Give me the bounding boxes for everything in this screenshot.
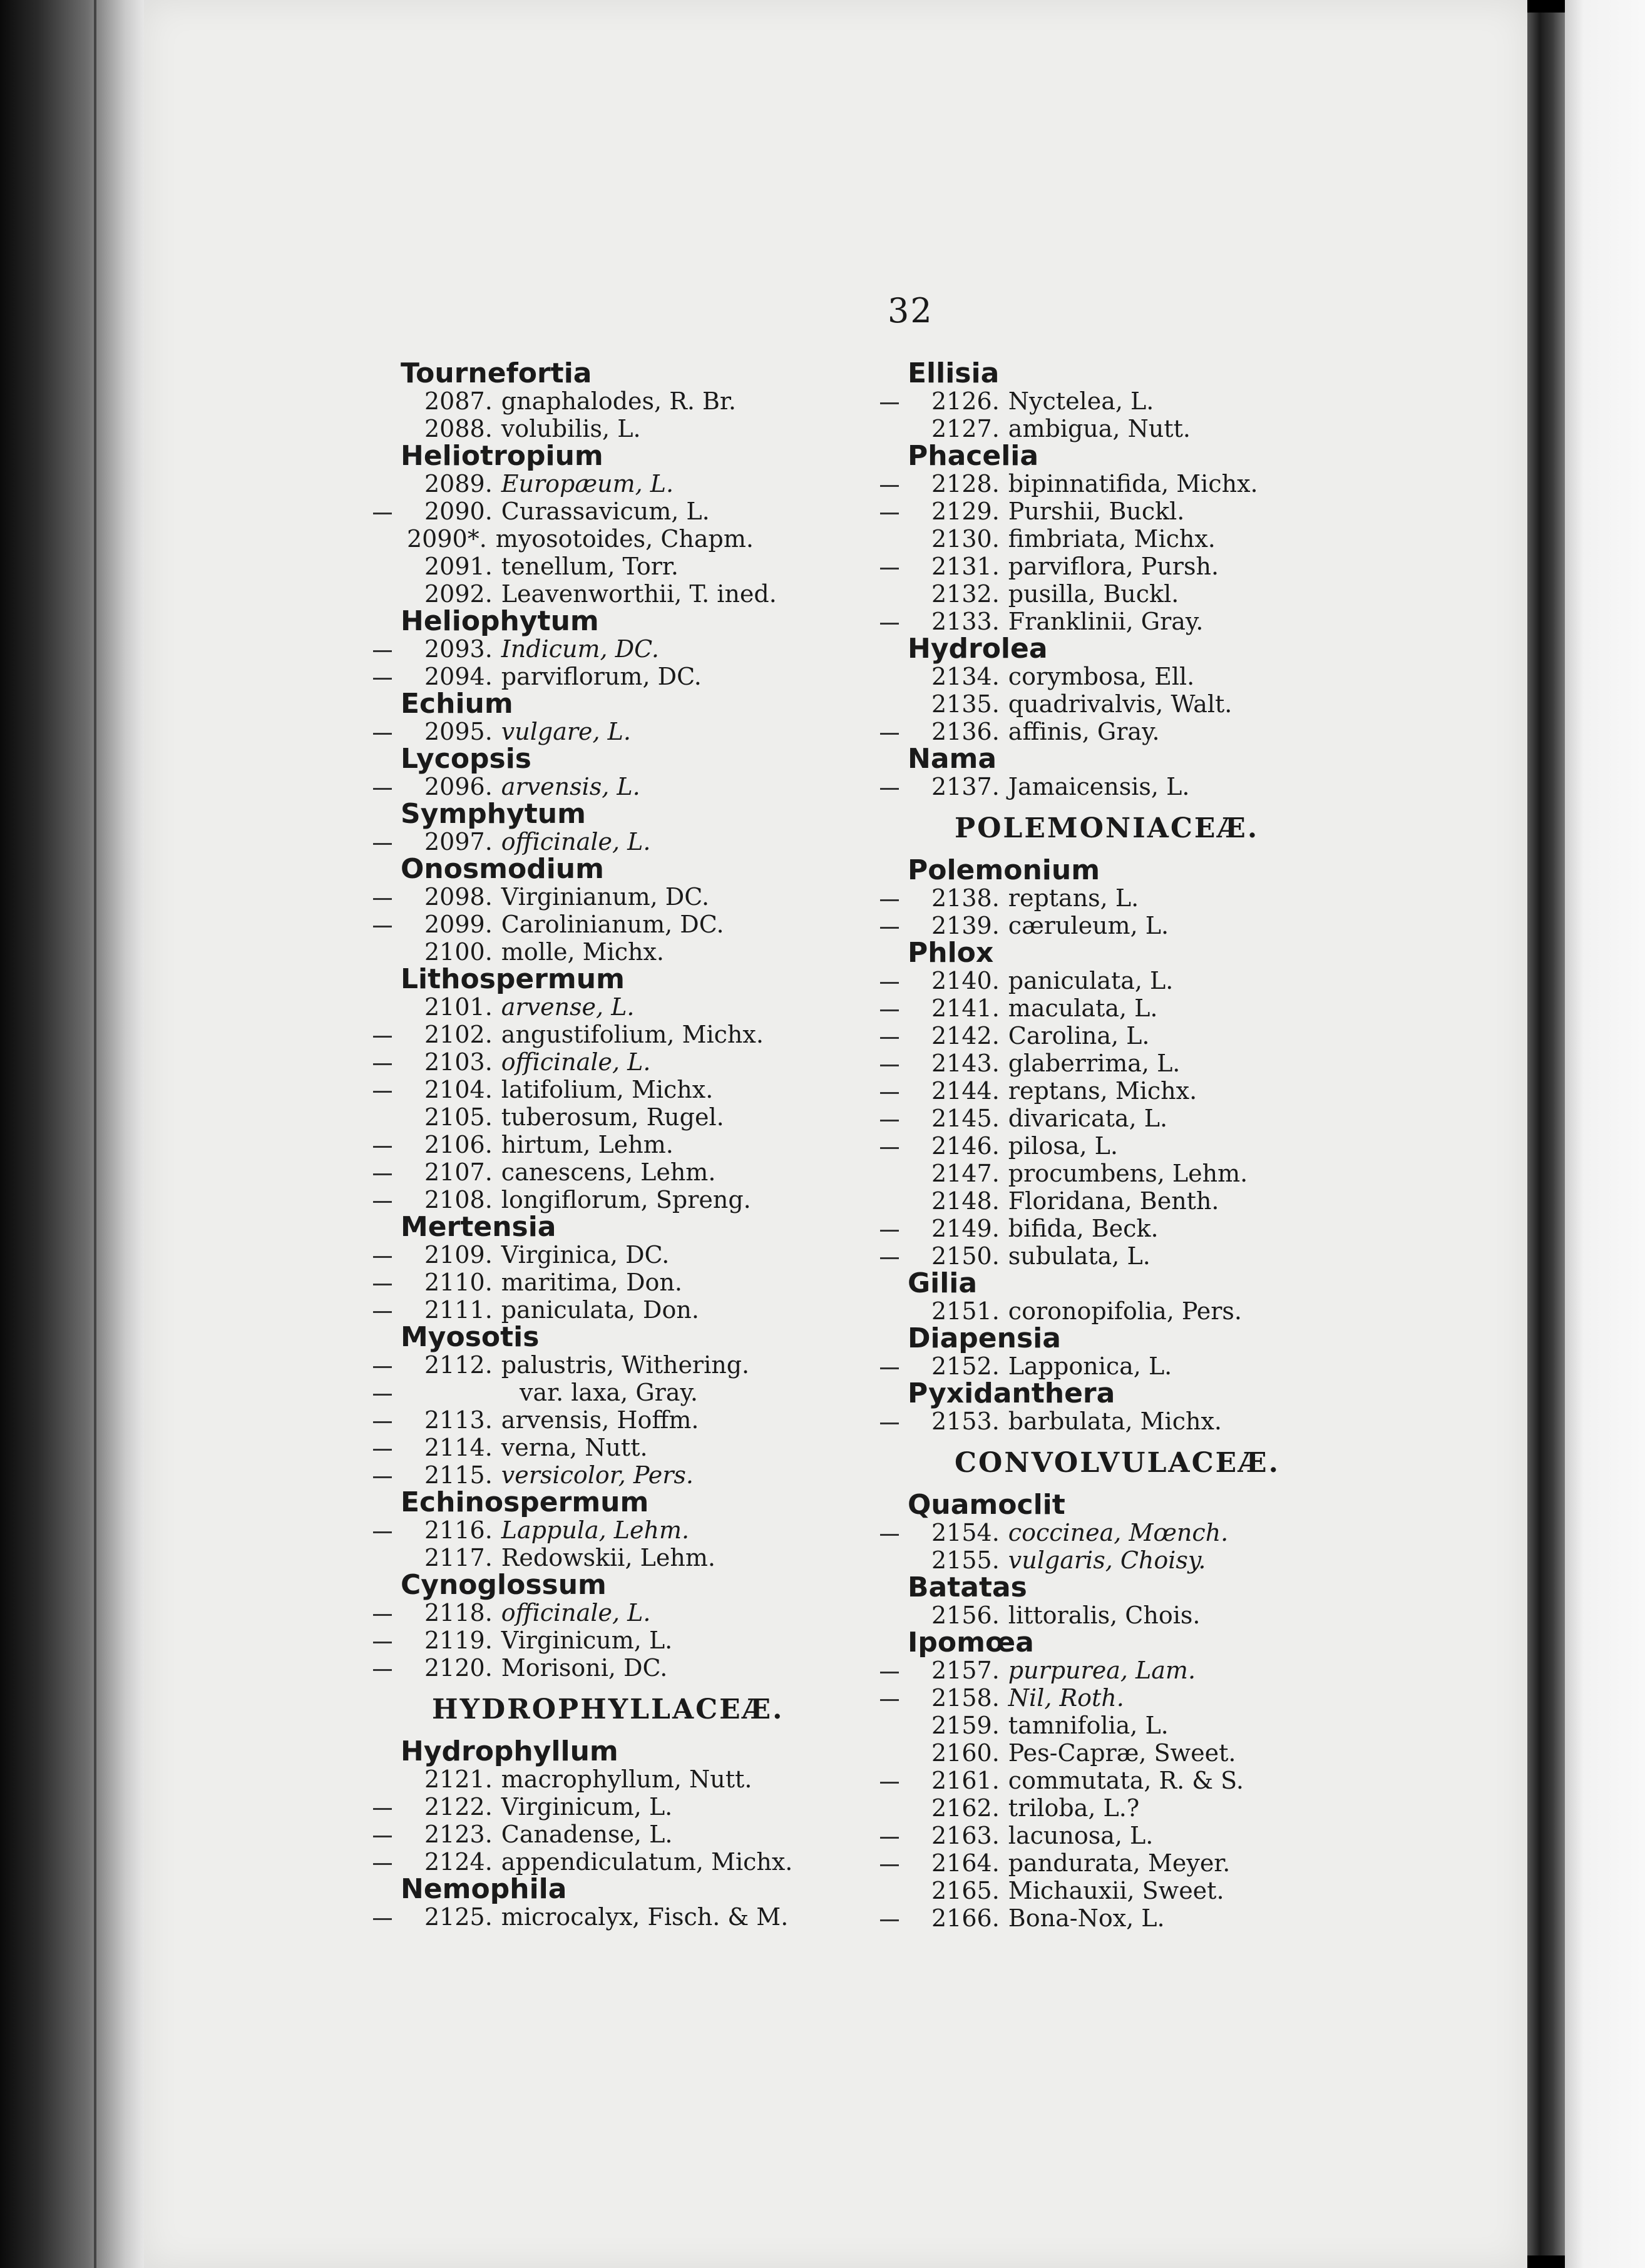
genus-heading: Tournefortia <box>401 357 592 389</box>
species-name: maculata, L. <box>1008 994 1158 1022</box>
species-number: 2123. <box>424 1821 493 1848</box>
species-number: 2138. <box>931 884 1000 912</box>
species-number: 2149. <box>931 1215 1000 1242</box>
species-name: Lapponica, L. <box>1008 1352 1172 1380</box>
species-entry <box>401 1048 876 1076</box>
species-number: 2122. <box>424 1793 493 1821</box>
species-number: 2094. <box>424 663 493 690</box>
species-name: Europæum, L. <box>501 470 674 498</box>
species-name: volubilis, L. <box>501 415 641 442</box>
species-entry <box>908 663 1390 690</box>
species-name: Virginianum, DC. <box>501 883 710 911</box>
species-number: 2121. <box>424 1765 493 1793</box>
species-name: subulata, L. <box>1008 1242 1150 1270</box>
species-number: 2101. <box>424 993 493 1021</box>
species-number: 2111. <box>424 1296 493 1324</box>
species-number: 2108. <box>424 1186 493 1213</box>
species-entry <box>401 498 876 525</box>
species-number: 2132. <box>931 580 1000 608</box>
species-number: 2117. <box>424 1544 493 1571</box>
species-entry <box>908 553 1390 580</box>
species-number: 2089. <box>424 470 493 498</box>
species-entry <box>401 1406 876 1434</box>
species-entry <box>401 525 876 553</box>
species-number: 2129. <box>931 498 1000 525</box>
species-number: 2090. <box>424 498 493 525</box>
page-number: 32 <box>888 291 933 330</box>
species-name: Virginicum, L. <box>501 1793 673 1821</box>
species-entry <box>908 1352 1390 1380</box>
species-number: 2151. <box>931 1297 1000 1325</box>
family-heading: POLEMONIACEÆ. <box>955 812 1259 844</box>
species-entry <box>401 1903 876 1931</box>
species-entry <box>908 470 1390 498</box>
species-entry <box>401 911 876 938</box>
species-name: var. laxa, Gray. <box>520 1379 698 1406</box>
species-number: 2103. <box>424 1048 493 1076</box>
species-entry <box>401 635 876 663</box>
species-number: 2163. <box>931 1822 1000 1849</box>
species-name: Virginica, DC. <box>501 1241 670 1269</box>
species-name: microcalyx, Fisch. & M. <box>501 1903 789 1931</box>
species-name: Virginicum, L. <box>501 1627 673 1654</box>
species-entry <box>908 1739 1390 1767</box>
genus-heading: Nemophila <box>401 1873 567 1905</box>
species-entry <box>401 663 876 690</box>
species-entry <box>908 1132 1390 1160</box>
genus-heading: Echium <box>401 688 513 720</box>
genus-heading: Lycopsis <box>401 743 531 775</box>
species-entry <box>908 1657 1390 1684</box>
species-entry <box>401 1269 876 1296</box>
species-name: palustris, Withering. <box>501 1351 750 1379</box>
species-name: triloba, L.? <box>1008 1794 1140 1822</box>
species-name: tamnifolia, L. <box>1008 1712 1169 1739</box>
species-entry <box>401 1351 876 1379</box>
species-entry <box>908 1794 1390 1822</box>
species-entry <box>401 1103 876 1131</box>
species-number: 2144. <box>931 1077 1000 1105</box>
species-entry <box>401 1654 876 1682</box>
genus-heading: Lithospermum <box>401 963 625 995</box>
species-number: 2154. <box>931 1519 1000 1546</box>
species-entry <box>908 1077 1390 1105</box>
species-name: Morisoni, DC. <box>501 1654 668 1682</box>
species-number: 2146. <box>931 1132 1000 1160</box>
species-number: 2120. <box>424 1654 493 1682</box>
species-name: quadrivalvis, Walt. <box>1008 690 1232 718</box>
species-number: 2130. <box>931 525 1000 553</box>
species-number: 2159. <box>931 1712 1000 1739</box>
genus-heading: Nama <box>908 743 997 775</box>
genus-heading: Heliophytum <box>401 605 599 637</box>
species-number: 2145. <box>931 1105 1000 1132</box>
species-name: tenellum, Torr. <box>501 553 679 580</box>
species-number: 2102. <box>424 1021 493 1048</box>
species-number: 2165. <box>931 1877 1000 1904</box>
species-name: Carolina, L. <box>1008 1022 1150 1050</box>
species-number: 2155. <box>931 1546 1000 1574</box>
species-number: 2091. <box>424 553 493 580</box>
species-entry <box>401 1516 876 1544</box>
right-column <box>908 357 1390 1932</box>
species-name: paniculata, L. <box>1008 967 1174 994</box>
species-name: Floridana, Benth. <box>1008 1187 1219 1215</box>
species-entry <box>401 553 876 580</box>
genus-heading: Cynoglossum <box>401 1569 607 1601</box>
species-entry <box>908 1767 1390 1794</box>
species-number: 2147. <box>931 1160 1000 1187</box>
species-entry <box>908 415 1390 442</box>
species-name: officinale, L. <box>501 828 651 856</box>
species-number: 2142. <box>931 1022 1000 1050</box>
species-name: affinis, Gray. <box>1008 718 1160 745</box>
species-name: Pes-Capræ, Sweet. <box>1008 1739 1236 1767</box>
genus-heading: Hydrolea <box>908 633 1048 665</box>
species-number: 2114. <box>424 1434 493 1461</box>
species-entry <box>401 718 876 745</box>
genus-heading: Polemonium <box>908 854 1100 886</box>
species-name: officinale, L. <box>501 1048 651 1076</box>
species-number: 2126. <box>931 387 1000 415</box>
species-name: latifolium, Michx. <box>501 1076 714 1103</box>
species-name: Bona-Nox, L. <box>1008 1904 1165 1932</box>
species-name: bifida, Beck. <box>1008 1215 1159 1242</box>
species-entry <box>401 773 876 800</box>
species-number: 2128. <box>931 470 1000 498</box>
species-name: Indicum, DC. <box>501 635 659 663</box>
species-entry <box>401 1021 876 1048</box>
species-entry <box>401 1186 876 1213</box>
species-entry <box>401 993 876 1021</box>
genus-heading: Heliotropium <box>401 440 603 472</box>
species-entry <box>401 938 876 966</box>
species-number: 2095. <box>424 718 493 745</box>
species-number: 2119. <box>424 1627 493 1654</box>
species-number: 2157. <box>931 1657 1000 1684</box>
species-entry <box>908 1160 1390 1187</box>
species-entry <box>908 1877 1390 1904</box>
scan-margin-right <box>1565 0 1645 2268</box>
genus-heading: Symphytum <box>401 798 586 830</box>
species-name: parviflora, Pursh. <box>1008 553 1219 580</box>
species-number: 2118. <box>424 1599 493 1627</box>
species-number: 2134. <box>931 663 1000 690</box>
species-name: procumbens, Lehm. <box>1008 1160 1248 1187</box>
species-number: 2106. <box>424 1131 493 1158</box>
species-number: 2096. <box>424 773 493 800</box>
species-entry <box>401 1434 876 1461</box>
species-entry <box>908 690 1390 718</box>
species-entry <box>401 580 876 608</box>
species-entry <box>908 967 1390 994</box>
species-name: Redowskii, Lehm. <box>501 1544 715 1571</box>
species-entry <box>401 1793 876 1821</box>
genus-heading: Pyxidanthera <box>908 1377 1115 1409</box>
species-name: molle, Michx. <box>501 938 664 966</box>
species-name: corymbosa, Ell. <box>1008 663 1195 690</box>
species-entry <box>401 470 876 498</box>
species-number: 2136. <box>931 718 1000 745</box>
species-name: vulgaris, Choisy. <box>1008 1546 1206 1574</box>
species-number: 2153. <box>931 1407 1000 1435</box>
species-name: hirtum, Lehm. <box>501 1131 674 1158</box>
left-column <box>401 357 876 1931</box>
species-entry <box>908 1407 1390 1435</box>
species-name: cæruleum, L. <box>1008 912 1169 939</box>
species-entry <box>908 1022 1390 1050</box>
species-name: tuberosum, Rugel. <box>501 1103 724 1131</box>
species-entry <box>908 884 1390 912</box>
species-entry <box>908 1601 1390 1629</box>
species-name: arvensis, L. <box>501 773 640 800</box>
species-entry <box>401 387 876 415</box>
species-number: 2139. <box>931 912 1000 939</box>
species-name: Jamaicensis, L. <box>1008 773 1190 800</box>
species-number: 2092. <box>424 580 493 608</box>
species-number: 2161. <box>931 1767 1000 1794</box>
species-number: 2152. <box>931 1352 1000 1380</box>
species-entry <box>401 1848 876 1876</box>
species-name: myosotoides, Chapm. <box>495 525 754 553</box>
genus-heading: Phacelia <box>908 440 1039 472</box>
species-name: bipinnatifida, Michx. <box>1008 470 1258 498</box>
genus-heading: Batatas <box>908 1571 1027 1603</box>
species-name: arvense, L. <box>501 993 635 1021</box>
scan-margin-left <box>0 0 144 2268</box>
species-entry <box>908 912 1390 939</box>
species-entry <box>401 883 876 911</box>
species-number: 2098. <box>424 883 493 911</box>
genus-heading: Hydrophyllum <box>401 1735 618 1767</box>
species-name: canescens, Lehm. <box>501 1158 716 1186</box>
family-heading: CONVOLVULACEÆ. <box>955 1447 1280 1479</box>
species-number: 2133. <box>931 608 1000 635</box>
species-number: 2112. <box>424 1351 493 1379</box>
species-number: 2166. <box>931 1904 1000 1932</box>
species-name: Carolinianum, DC. <box>501 911 724 938</box>
species-number: 2137. <box>931 773 1000 800</box>
species-entry <box>401 1599 876 1627</box>
species-entry <box>401 415 876 442</box>
species-entry <box>908 994 1390 1022</box>
species-number: 2110. <box>424 1269 493 1296</box>
species-number: 2140. <box>931 967 1000 994</box>
species-entry <box>908 1546 1390 1574</box>
genus-heading: Diapensia <box>908 1322 1061 1354</box>
species-name: barbulata, Michx. <box>1008 1407 1222 1435</box>
species-name: divaricata, L. <box>1008 1105 1168 1132</box>
species-number: 2088. <box>424 415 493 442</box>
genus-heading: Mertensia <box>401 1211 556 1243</box>
species-entry <box>908 1105 1390 1132</box>
species-entry <box>908 498 1390 525</box>
genus-heading: Echinospermum <box>401 1486 649 1518</box>
species-name: ambigua, Nutt. <box>1008 415 1191 442</box>
species-entry <box>401 1379 876 1406</box>
species-entry <box>908 773 1390 800</box>
species-entry <box>908 718 1390 745</box>
species-name: purpurea, Lam. <box>1008 1657 1196 1684</box>
species-name: officinale, L. <box>501 1599 651 1627</box>
species-number: 2124. <box>424 1848 493 1876</box>
species-name: angustifolium, Michx. <box>501 1021 764 1048</box>
species-number: 2105. <box>424 1103 493 1131</box>
species-name: reptans, L. <box>1008 884 1139 912</box>
species-name: Lappula, Lehm. <box>501 1516 690 1544</box>
species-name: Purshii, Buckl. <box>1008 498 1185 525</box>
species-entry <box>908 525 1390 553</box>
species-name: coccinea, Mœnch. <box>1008 1519 1229 1546</box>
species-name: Nil, Roth. <box>1008 1684 1124 1712</box>
species-name: appendiculatum, Michx. <box>501 1848 793 1876</box>
species-name: arvensis, Hoffm. <box>501 1406 699 1434</box>
book-spine <box>1527 13 1565 2255</box>
genus-heading: Ellisia <box>908 357 1000 389</box>
species-number: 2087. <box>424 387 493 415</box>
species-entry <box>908 1519 1390 1546</box>
species-name: coronopifolia, Pers. <box>1008 1297 1242 1325</box>
species-name: pusilla, Buckl. <box>1008 580 1179 608</box>
species-name: pandurata, Meyer. <box>1008 1849 1231 1877</box>
species-name: maritima, Don. <box>501 1269 682 1296</box>
genus-heading: Ipomœa <box>908 1627 1034 1658</box>
species-number: 2131. <box>931 553 1000 580</box>
species-name: Curassavicum, L. <box>501 498 710 525</box>
species-entry <box>401 1461 876 1489</box>
genus-heading: Gilia <box>908 1267 978 1299</box>
species-name: Franklinii, Gray. <box>1008 608 1204 635</box>
species-entry <box>908 1684 1390 1712</box>
species-number: 2115. <box>424 1461 493 1489</box>
species-entry <box>908 1215 1390 1242</box>
species-number: 2127. <box>931 415 1000 442</box>
species-number: 2125. <box>424 1903 493 1931</box>
species-name: reptans, Michx. <box>1008 1077 1197 1105</box>
species-entry <box>401 1296 876 1324</box>
species-name: lacunosa, L. <box>1008 1822 1154 1849</box>
species-number: 2148. <box>931 1187 1000 1215</box>
species-entry <box>908 1822 1390 1849</box>
species-name: longiflorum, Spreng. <box>501 1186 751 1213</box>
species-entry <box>401 1765 876 1793</box>
species-name: commutata, R. & S. <box>1008 1767 1244 1794</box>
species-name: vulgare, L. <box>501 718 631 745</box>
species-name: Leavenworthii, T. ined. <box>501 580 777 608</box>
species-entry <box>908 387 1390 415</box>
species-name: Nyctelea, L. <box>1008 387 1154 415</box>
species-name: versicolor, Pers. <box>501 1461 694 1489</box>
species-entry <box>401 1821 876 1848</box>
species-name: fimbriata, Michx. <box>1008 525 1216 553</box>
species-entry <box>908 608 1390 635</box>
species-name: macrophyllum, Nutt. <box>501 1765 752 1793</box>
species-name: paniculata, Don. <box>501 1296 699 1324</box>
species-number: 2164. <box>931 1849 1000 1877</box>
species-name: gnaphalodes, R. Br. <box>501 387 736 415</box>
species-number: 2097. <box>424 828 493 856</box>
genus-heading: Myosotis <box>401 1321 540 1353</box>
species-number: 2109. <box>424 1241 493 1269</box>
species-number: 2162. <box>931 1794 1000 1822</box>
genus-heading: Quamoclit <box>908 1489 1065 1521</box>
species-number: 2150. <box>931 1242 1000 1270</box>
species-entry <box>401 1241 876 1269</box>
species-entry <box>401 1627 876 1654</box>
species-entry <box>908 1712 1390 1739</box>
species-name: Michauxii, Sweet. <box>1008 1877 1224 1904</box>
species-number: 2143. <box>931 1050 1000 1077</box>
genus-heading: Onosmodium <box>401 853 604 885</box>
species-name: verna, Nutt. <box>501 1434 648 1461</box>
species-entry <box>401 828 876 856</box>
species-number: 2116. <box>424 1516 493 1544</box>
species-number: 2158. <box>931 1684 1000 1712</box>
species-entry <box>401 1131 876 1158</box>
species-entry <box>908 1904 1390 1932</box>
species-entry <box>401 1158 876 1186</box>
species-entry <box>908 1050 1390 1077</box>
species-name: Canadense, L. <box>501 1821 673 1848</box>
species-number: 2160. <box>931 1739 1000 1767</box>
species-number: 2093. <box>424 635 493 663</box>
species-entry <box>908 1849 1390 1877</box>
species-entry <box>908 1187 1390 1215</box>
species-number: 2090*. <box>407 525 487 553</box>
genus-heading: Phlox <box>908 937 994 969</box>
species-number: 2104. <box>424 1076 493 1103</box>
species-number: 2099. <box>424 911 493 938</box>
species-entry <box>908 1242 1390 1270</box>
species-entry <box>401 1076 876 1103</box>
species-entry <box>401 1544 876 1571</box>
species-name: parviflorum, DC. <box>501 663 702 690</box>
species-number: 2113. <box>424 1406 493 1434</box>
species-name: glaberrima, L. <box>1008 1050 1181 1077</box>
species-name: pilosa, L. <box>1008 1132 1118 1160</box>
family-heading: HYDROPHYLLACEÆ. <box>432 1693 784 1725</box>
species-name: littoralis, Chois. <box>1008 1601 1201 1629</box>
species-number: 2107. <box>424 1158 493 1186</box>
species-number: 2156. <box>931 1601 1000 1629</box>
species-number: 2135. <box>931 690 1000 718</box>
species-number: 2100. <box>424 938 493 966</box>
species-entry <box>908 580 1390 608</box>
species-number: 2141. <box>931 994 1000 1022</box>
species-entry <box>908 1297 1390 1325</box>
